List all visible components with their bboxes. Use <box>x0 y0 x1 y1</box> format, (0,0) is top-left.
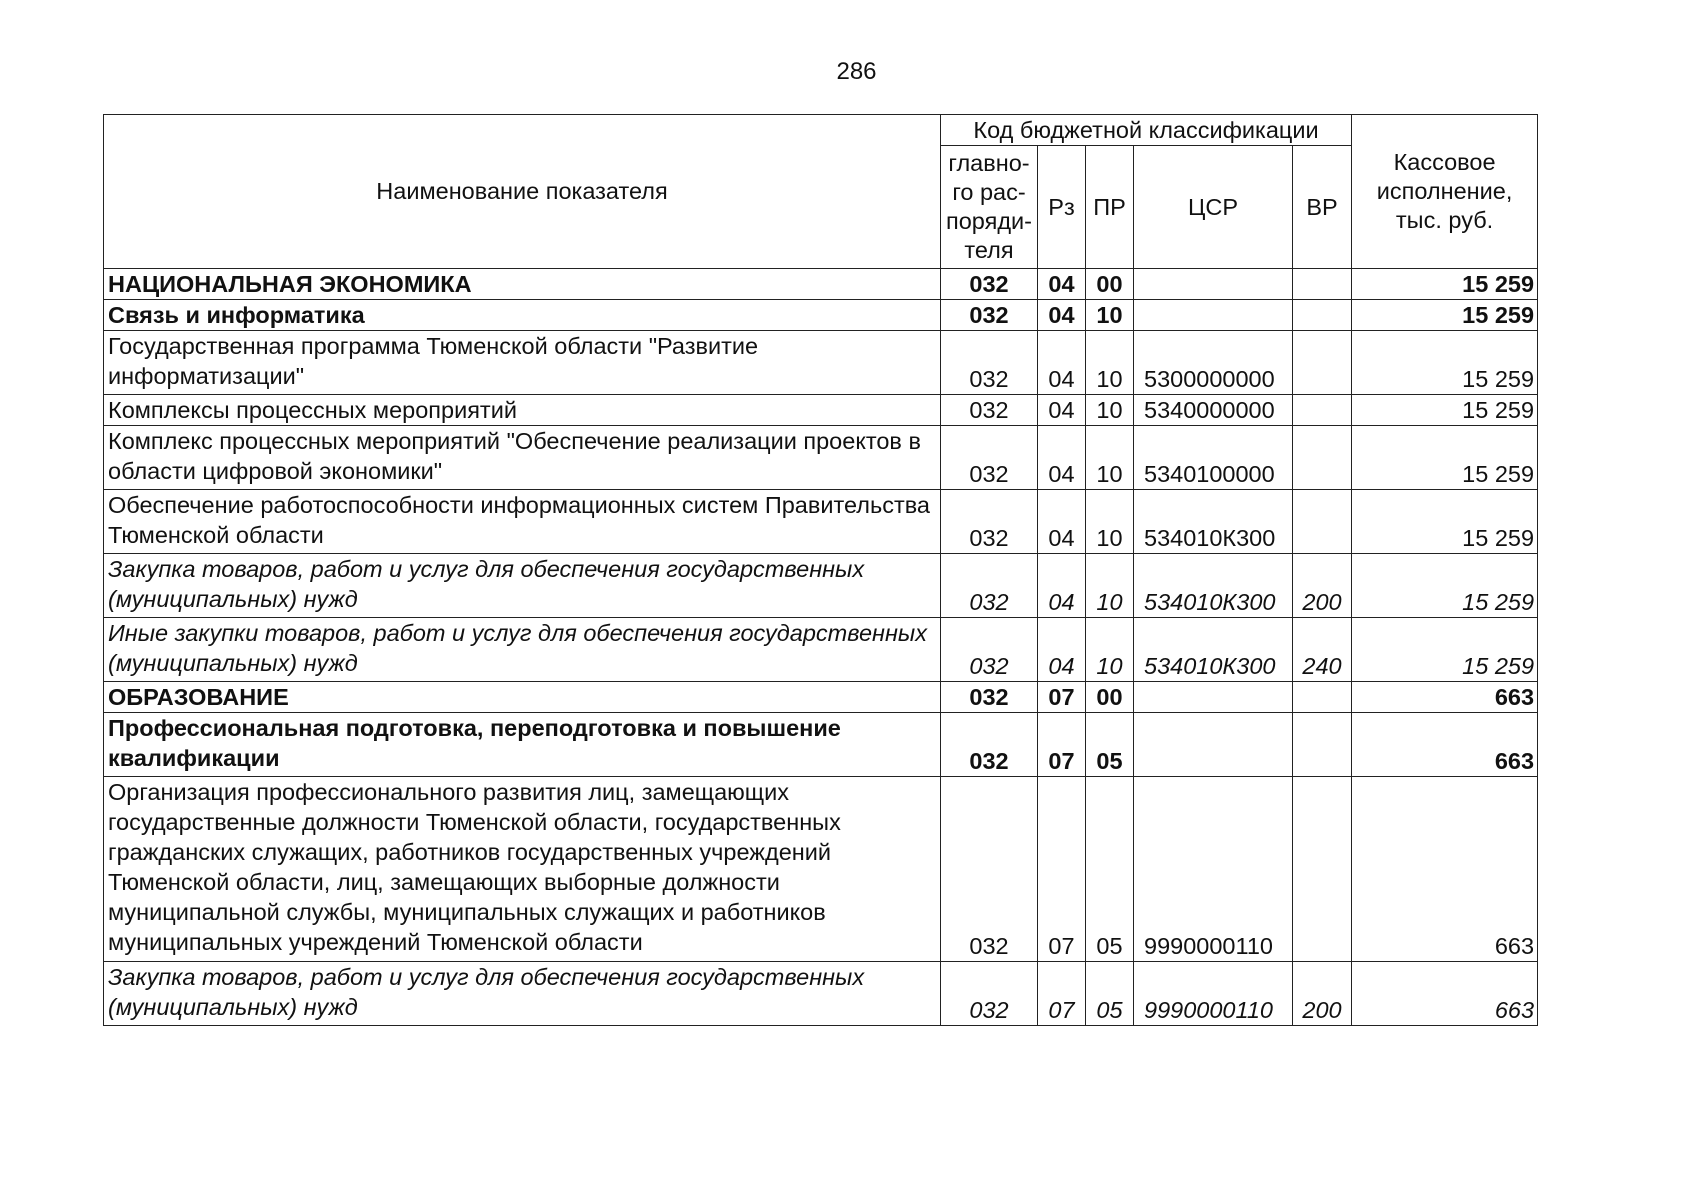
table-row <box>104 300 1538 331</box>
row-csr-code: 5340000000 <box>1134 395 1293 426</box>
header-csr: ЦСР <box>1134 146 1293 269</box>
row-csr-code: 534010К300 <box>1134 618 1293 682</box>
row-main-manager-code: 032 <box>941 682 1038 713</box>
row-vr-code: 200 <box>1293 554 1352 618</box>
row-vr-code <box>1293 300 1352 331</box>
row-pr-code: 10 <box>1086 395 1134 426</box>
row-name: НАЦИОНАЛЬНАЯ ЭКОНОМИКА <box>104 269 941 300</box>
row-csr-code: 534010К300 <box>1134 554 1293 618</box>
row-csr-code: 9990000110 <box>1134 777 1293 962</box>
table-row <box>104 777 1538 962</box>
row-rz-code: 04 <box>1038 618 1086 682</box>
row-csr-code <box>1134 682 1293 713</box>
header-pr: ПР <box>1086 146 1134 269</box>
row-pr-code: 05 <box>1086 713 1134 777</box>
table-row <box>104 682 1538 713</box>
row-rz-code: 07 <box>1038 682 1086 713</box>
row-vr-code: 240 <box>1293 618 1352 682</box>
row-amount: 663 <box>1352 713 1538 777</box>
row-pr-code: 10 <box>1086 426 1134 490</box>
row-vr-code <box>1293 269 1352 300</box>
row-main-manager-code: 032 <box>941 426 1038 490</box>
row-rz-code: 04 <box>1038 490 1086 554</box>
row-amount: 15 259 <box>1352 395 1538 426</box>
table-row <box>104 331 1538 395</box>
row-pr-code: 10 <box>1086 554 1134 618</box>
row-main-manager-code: 032 <box>941 269 1038 300</box>
row-name: Закупка товаров, работ и услуг для обеспечения государственных (муниципальных) нужд <box>104 962 941 1026</box>
table-row <box>104 426 1538 490</box>
row-name: Организация профессионального развития лиц, замещающих государственные должности Тюменской области, государственных гражданских служащих, работников государственных учреждений Тюменской области, лиц, замещающих выборные должности муниципальной службы, муниципальных служащих и работников муниципальных учреждений Тюменской области <box>104 777 941 962</box>
row-amount: 15 259 <box>1352 426 1538 490</box>
row-rz-code: 04 <box>1038 426 1086 490</box>
row-main-manager-code: 032 <box>941 395 1038 426</box>
row-vr-code <box>1293 426 1352 490</box>
row-csr-code: 5300000000 <box>1134 331 1293 395</box>
row-rz-code: 04 <box>1038 395 1086 426</box>
table-row <box>104 395 1538 426</box>
row-vr-code <box>1293 777 1352 962</box>
header-budget-code-group: Код бюджетной классификации <box>941 115 1352 146</box>
row-csr-code <box>1134 713 1293 777</box>
header-main-manager: главно-го рас-поряди-теля <box>941 146 1038 269</box>
row-pr-code: 05 <box>1086 962 1134 1026</box>
row-pr-code: 05 <box>1086 777 1134 962</box>
table-row <box>104 554 1538 618</box>
row-pr-code: 00 <box>1086 269 1134 300</box>
row-amount: 15 259 <box>1352 269 1538 300</box>
row-vr-code <box>1293 682 1352 713</box>
row-amount: 15 259 <box>1352 300 1538 331</box>
row-amount: 663 <box>1352 777 1538 962</box>
row-pr-code: 10 <box>1086 331 1134 395</box>
row-name: Обеспечение работоспособности информационных систем Правительства Тюменской области <box>104 490 941 554</box>
row-name: ОБРАЗОВАНИЕ <box>104 682 941 713</box>
row-name: Иные закупки товаров, работ и услуг для обеспечения государственных (муниципальных) нужд <box>104 618 941 682</box>
row-rz-code: 07 <box>1038 962 1086 1026</box>
row-csr-code <box>1134 300 1293 331</box>
row-csr-code: 5340100000 <box>1134 426 1293 490</box>
row-csr-code: 534010К300 <box>1134 490 1293 554</box>
row-pr-code: 10 <box>1086 300 1134 331</box>
row-vr-code <box>1293 395 1352 426</box>
row-main-manager-code: 032 <box>941 618 1038 682</box>
row-vr-code <box>1293 490 1352 554</box>
header-cash-execution: Кассовое исполнение, тыс. руб. <box>1352 115 1538 269</box>
row-main-manager-code: 032 <box>941 777 1038 962</box>
row-amount: 15 259 <box>1352 554 1538 618</box>
row-main-manager-code: 032 <box>941 331 1038 395</box>
row-rz-code: 04 <box>1038 331 1086 395</box>
row-rz-code: 04 <box>1038 269 1086 300</box>
row-rz-code: 07 <box>1038 777 1086 962</box>
row-amount: 663 <box>1352 962 1538 1026</box>
row-pr-code: 10 <box>1086 618 1134 682</box>
row-amount: 15 259 <box>1352 618 1538 682</box>
row-name: Закупка товаров, работ и услуг для обеспечения государственных (муниципальных) нужд <box>104 554 941 618</box>
row-vr-code <box>1293 713 1352 777</box>
header-vr: ВР <box>1293 146 1352 269</box>
row-csr-code <box>1134 269 1293 300</box>
row-csr-code: 9990000110 <box>1134 962 1293 1026</box>
table-row <box>104 490 1538 554</box>
table-row <box>104 962 1538 1026</box>
header-rz: Рз <box>1038 146 1086 269</box>
row-amount: 15 259 <box>1352 331 1538 395</box>
row-main-manager-code: 032 <box>941 554 1038 618</box>
row-name: Профессиональная подготовка, переподготовка и повышение квалификации <box>104 713 941 777</box>
budget-table <box>103 114 1538 1026</box>
header-name: Наименование показателя <box>104 115 941 269</box>
row-name: Государственная программа Тюменской области "Развитие информатизации" <box>104 331 941 395</box>
row-rz-code: 04 <box>1038 300 1086 331</box>
table-row <box>104 713 1538 777</box>
row-name: Комплекс процессных мероприятий "Обеспечение реализации проектов в области цифровой экономики" <box>104 426 941 490</box>
table-row <box>104 618 1538 682</box>
row-main-manager-code: 032 <box>941 300 1038 331</box>
row-amount: 663 <box>1352 682 1538 713</box>
row-rz-code: 04 <box>1038 554 1086 618</box>
row-main-manager-code: 032 <box>941 713 1038 777</box>
row-main-manager-code: 032 <box>941 962 1038 1026</box>
page-number: 286 <box>836 58 877 85</box>
row-pr-code: 10 <box>1086 490 1134 554</box>
row-pr-code: 00 <box>1086 682 1134 713</box>
row-name: Комплексы процессных мероприятий <box>104 395 941 426</box>
row-amount: 15 259 <box>1352 490 1538 554</box>
row-main-manager-code: 032 <box>941 490 1038 554</box>
row-vr-code <box>1293 331 1352 395</box>
row-name: Связь и информатика <box>104 300 941 331</box>
row-vr-code: 200 <box>1293 962 1352 1026</box>
row-rz-code: 07 <box>1038 713 1086 777</box>
table-row <box>104 269 1538 300</box>
